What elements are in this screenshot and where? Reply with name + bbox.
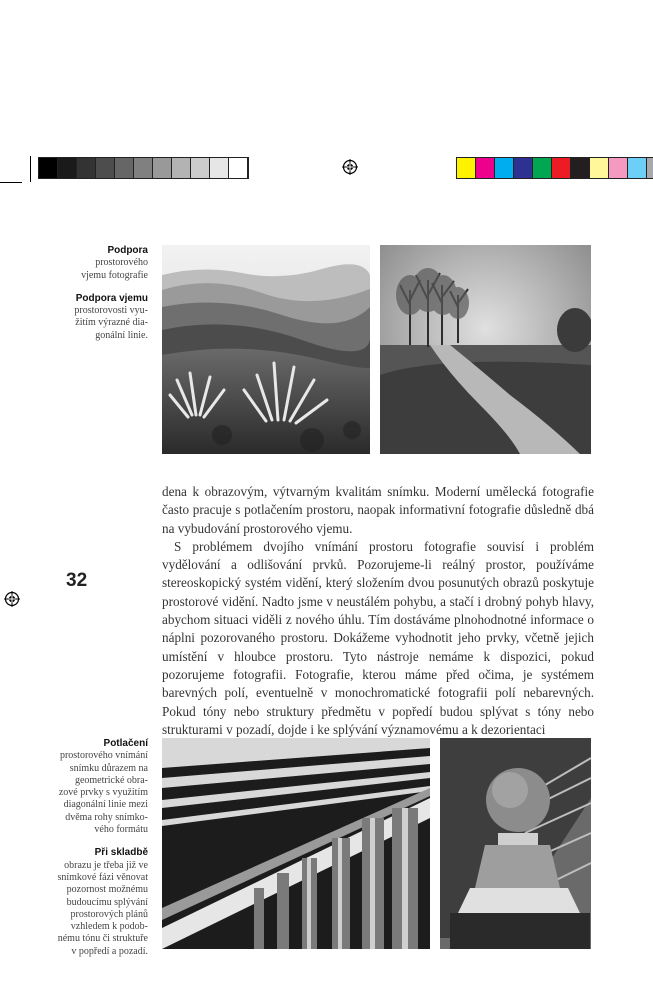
caption-line: prostorového vnímání xyxy=(59,750,148,762)
caption-line: budoucímu splývání xyxy=(66,896,148,908)
photo-misty-path xyxy=(380,245,591,454)
gray-swatch xyxy=(77,158,96,178)
caption-line: vého formátu xyxy=(94,824,148,836)
crop-mark-vertical xyxy=(30,156,31,182)
caption-line: gonální linie. xyxy=(95,329,148,341)
caption-bottom xyxy=(52,738,148,969)
caption-line: nému tónu či struktuře xyxy=(57,933,148,945)
gray-swatch xyxy=(172,158,191,178)
registration-target-left-icon xyxy=(4,591,20,607)
caption-line: prostorových plánů xyxy=(70,908,148,920)
caption-line: pozornost možnému xyxy=(66,884,148,896)
caption-line: zové prvky s využitím xyxy=(58,787,148,799)
caption-title: Při skladbě xyxy=(94,847,148,859)
caption-line: žitím výrazné dia- xyxy=(75,317,148,329)
caption-top xyxy=(60,245,148,353)
color-swatch xyxy=(590,158,609,178)
gray-swatch xyxy=(229,158,248,178)
caption-line: diagonální linie mezi xyxy=(63,799,148,811)
registration-target-icon xyxy=(342,159,358,175)
caption-line: geometrické obra- xyxy=(74,774,148,786)
gray-swatch xyxy=(210,158,229,178)
caption-line: prostorovosti vyu- xyxy=(74,305,148,317)
color-swatch xyxy=(609,158,628,178)
color-swatch xyxy=(457,158,476,178)
gray-swatch xyxy=(58,158,77,178)
color-swatch xyxy=(514,158,533,178)
page-number: 32 xyxy=(66,570,88,591)
color-swatch xyxy=(552,158,571,178)
caption-title: Potlačení xyxy=(103,738,148,749)
photo-stone-sphere xyxy=(440,738,591,949)
caption-support xyxy=(60,245,148,282)
caption-title: Podpora vjemu xyxy=(75,292,148,304)
caption-support-perception xyxy=(60,293,148,342)
color-swatch xyxy=(628,158,647,178)
caption-composition xyxy=(52,847,148,958)
color-swatch xyxy=(571,158,590,178)
gray-swatch xyxy=(115,158,134,178)
color-swatch xyxy=(495,158,514,178)
paragraph-1: dena k obrazovým, výtvarným kvalitám snímku. Moderní umělecká fotografie často pracuje s potlačením prostoru, naopak informativní fotografie důsledně dbá na vybudování prostorového vjemu. xyxy=(162,484,594,536)
color-swatch xyxy=(647,158,653,178)
caption-line: obrazu je třeba již ve xyxy=(64,859,148,871)
photo-mountain-landscape xyxy=(162,245,370,454)
color-swatch xyxy=(533,158,552,178)
paragraph-2: S problémem dvojího vnímání prostoru fotografie souvisí i problém vydělování a odlišování prvků. Pozorujeme-li reálný prostor, používáme stereoskopický systém vidění, který složením dvou posunutých obrazů poskytuje prostorové vidění. Nadto jsme v neustálém pohybu, a stačí i drobný pohyb hlavy, abychom situaci viděli z nového úhlu. Tím dostáváme plnohodnotné informace o náplni pozorovaného prostoru. Dokážeme vyhodnotit jeho prvky, včetně jejich umístění v hloubce prostoru. Tyto nástroje nemáme k dispozici, pokud pozorujeme fotografii. Fotografie, kterou máme před očima, je systémem barevných polí, eventuelně v monochromatické fotografii polí nebarevných. Pokud tóny nebo struktury předmětu v popředí budou splývat s tóny nebo strukturami v pozadí, dojde i ke splývání významovému a k dezorientaci xyxy=(162,538,594,737)
body-text xyxy=(162,483,594,739)
gray-swatch xyxy=(191,158,210,178)
gray-swatch xyxy=(153,158,172,178)
caption-line: v popředí a pozadí. xyxy=(71,945,148,957)
gray-swatch xyxy=(96,158,115,178)
caption-line: dvěma rohy snímko- xyxy=(65,811,148,823)
color-calibration-bar xyxy=(456,157,653,179)
caption-title: Podpora xyxy=(107,245,148,256)
crop-mark-horizontal xyxy=(0,182,22,183)
caption-suppression xyxy=(52,738,148,836)
caption-line: prostorového xyxy=(95,257,148,269)
gray-swatch xyxy=(39,158,58,178)
color-swatch xyxy=(476,158,495,178)
caption-line: vzhledem k podob- xyxy=(70,921,148,933)
caption-line: snímku důrazem na xyxy=(69,762,148,774)
caption-line: snímkové fázi věnovat xyxy=(57,871,148,883)
caption-line: vjemu fotografie xyxy=(81,269,148,281)
photo-industrial-hall xyxy=(162,738,430,949)
gray-swatch xyxy=(134,158,153,178)
grayscale-calibration-bar xyxy=(38,157,249,179)
